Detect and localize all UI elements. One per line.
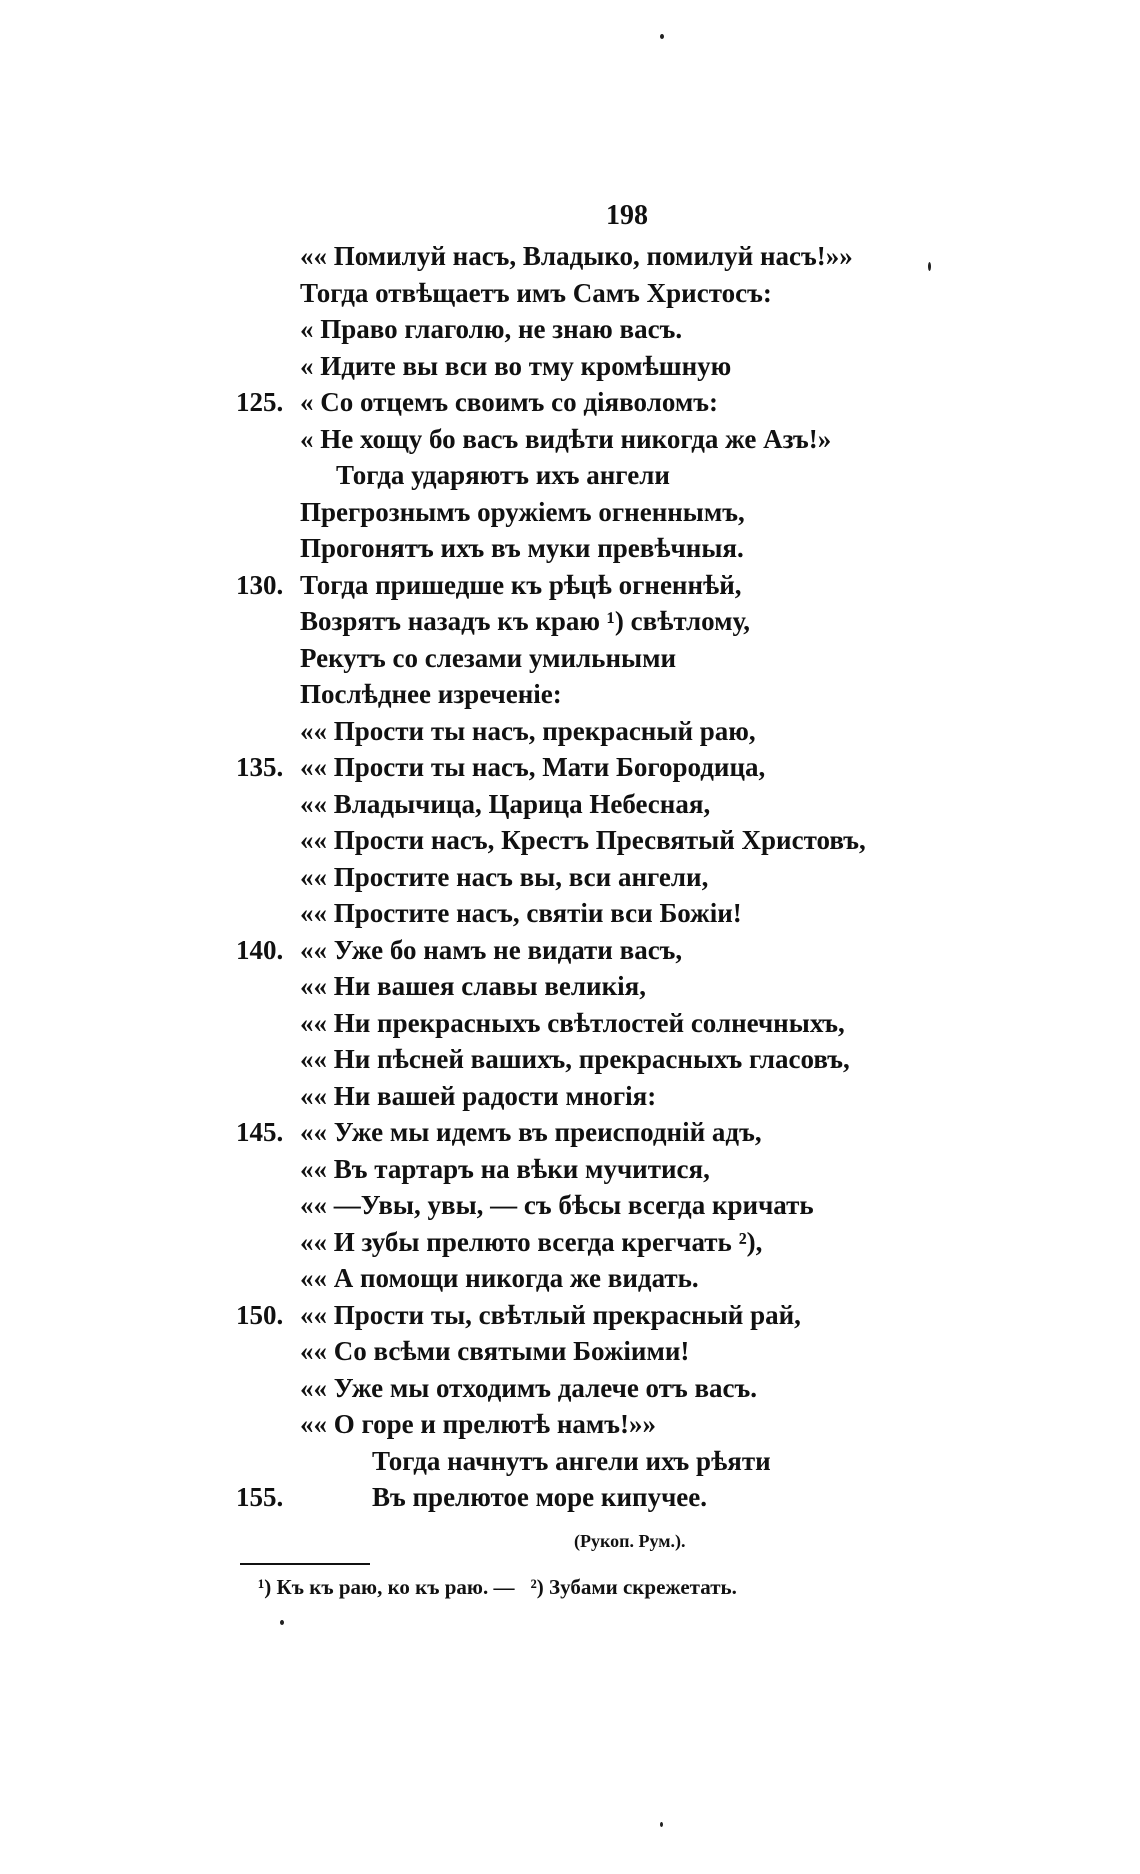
verse-line bbox=[0, 421, 1140, 458]
verse-text: «« —Увы, увы, — съ бѣсы всегда кричать bbox=[300, 1190, 814, 1220]
verse-text: Тогда пришедше къ рѣцѣ огненнѣй, bbox=[300, 569, 742, 600]
verse-text: «« А помощи никогда же видать. bbox=[300, 1263, 699, 1293]
verse-text: Тогда отвѣщаетъ имъ Самъ Христосъ: bbox=[300, 277, 772, 308]
verse-line bbox=[0, 1406, 1140, 1443]
verse-line bbox=[0, 567, 1140, 604]
verse-text: Послѣднее изреченіе: bbox=[300, 679, 562, 709]
verse-text: Прегрознымъ оружіемъ огненнымъ, bbox=[300, 496, 745, 527]
line-number: 135. bbox=[236, 752, 284, 782]
verse-line bbox=[0, 1151, 1140, 1188]
page-number: 198 bbox=[606, 200, 648, 231]
verse-line bbox=[0, 713, 1140, 750]
verse-line bbox=[0, 1224, 1140, 1261]
line-number: 125. bbox=[236, 387, 284, 417]
verse-line bbox=[0, 457, 1140, 494]
verse-line bbox=[0, 1005, 1140, 1042]
verse-line bbox=[0, 1443, 1140, 1480]
verse-text: «« Въ тартаръ на вѣки мучитися, bbox=[300, 1153, 710, 1184]
verse-text: Въ прелютое море кипучее. bbox=[372, 1482, 708, 1512]
verse-text: «« О горе и прелютѣ намъ!»» bbox=[300, 1409, 657, 1439]
verse-text: « Со отцемъ своимъ со діяволомъ: bbox=[300, 387, 718, 417]
verse-line bbox=[0, 1187, 1140, 1224]
line-number: 145. bbox=[236, 1117, 284, 1147]
footnote-2: ²) Зубами скрежетать. bbox=[530, 1575, 737, 1599]
verse-line bbox=[0, 749, 1140, 786]
verse-text: «« Ни вашей радости многія: bbox=[300, 1080, 657, 1111]
verse-line bbox=[0, 530, 1140, 567]
verse-text: «« Ни пѣсней вашихъ, прекрасныхъ гласовъ, bbox=[300, 1044, 850, 1074]
verse-text: Тогда начнутъ ангели ихъ рѣяти bbox=[372, 1445, 771, 1476]
verse-text: Прогонятъ ихъ въ муки превѣчныя. bbox=[300, 533, 744, 563]
poem-verses bbox=[0, 238, 1140, 1516]
verse-text: «« Уже бо намъ не видати васъ, bbox=[300, 934, 683, 965]
verse-line bbox=[0, 1370, 1140, 1407]
footnotes bbox=[258, 1575, 737, 1600]
verse-text: «« Помилуй насъ, Владыко, помилуй насъ!»» bbox=[300, 241, 853, 271]
verse-line bbox=[0, 384, 1140, 421]
verse-line bbox=[0, 1041, 1140, 1078]
verse-text: «« Прости ты насъ, Мати Богородица, bbox=[300, 752, 766, 782]
verse-line bbox=[0, 1114, 1140, 1151]
verse-text: «« Прости ты насъ, прекрасный раю, bbox=[300, 715, 756, 746]
verse-line bbox=[0, 1479, 1140, 1516]
verse-text: «« Уже мы идемъ въ преисподній адъ, bbox=[300, 1117, 762, 1147]
verse-line bbox=[0, 676, 1140, 713]
verse-line bbox=[0, 895, 1140, 932]
verse-text: «« Уже мы отходимъ далече отъ васъ. bbox=[300, 1372, 758, 1403]
verse-text: «« Ни прекрасныхъ свѣтлостей солнечныхъ, bbox=[300, 1007, 845, 1038]
verse-text: « Право глаголю, не знаю васъ. bbox=[300, 314, 683, 344]
line-number: 130. bbox=[236, 569, 284, 600]
scan-speck bbox=[928, 262, 931, 271]
line-number: 150. bbox=[236, 1299, 284, 1330]
line-number: 140. bbox=[236, 934, 284, 965]
verse-line bbox=[0, 275, 1140, 312]
verse-text: Тогда ударяютъ ихъ ангели bbox=[336, 460, 670, 490]
line-number: 155. bbox=[236, 1482, 284, 1512]
verse-text: «« И зубы прелюто всегда крегчать ²), bbox=[300, 1226, 763, 1257]
verse-line bbox=[0, 494, 1140, 531]
verse-line bbox=[0, 348, 1140, 385]
verse-line bbox=[0, 932, 1140, 969]
verse-text: «« Ни вашея славы великія, bbox=[300, 971, 647, 1001]
verse-text: «« Простите насъ, святіи вси Божіи! bbox=[300, 898, 742, 928]
verse-line bbox=[0, 1333, 1140, 1370]
verse-line bbox=[0, 1078, 1140, 1115]
source-note: (Рукоп. Рум.). bbox=[574, 1531, 686, 1551]
verse-line bbox=[0, 968, 1140, 1005]
verse-line bbox=[0, 238, 1140, 275]
verse-line bbox=[0, 1260, 1140, 1297]
verse-line bbox=[0, 603, 1140, 640]
verse-text: «« Владычица, Царица Небесная, bbox=[300, 788, 711, 819]
scan-speck bbox=[660, 1822, 663, 1827]
scan-speck bbox=[660, 34, 664, 39]
verse-text: «« Прости ты, свѣтлый прекрасный рай, bbox=[300, 1299, 801, 1330]
verse-line bbox=[0, 822, 1140, 859]
footnote-1: ¹) Къ къ раю, ко къ раю. — bbox=[258, 1575, 515, 1599]
verse-text: « Не хощу бо васъ видѣти никогда же Азъ!» bbox=[300, 423, 832, 454]
verse-text: Возрятъ назадъ къ краю ¹) свѣтлому, bbox=[300, 606, 751, 636]
verse-line bbox=[0, 640, 1140, 677]
verse-text: « Идите вы вси во тму кромѣшную bbox=[300, 350, 732, 381]
verse-line bbox=[0, 786, 1140, 823]
footnote-rule bbox=[240, 1563, 370, 1565]
verse-text: Рекутъ со слезами умильными bbox=[300, 642, 677, 673]
verse-text: «« Со всѣми святыми Божіими! bbox=[300, 1336, 690, 1366]
verse-text: «« Прости насъ, Крестъ Пресвятый Христовъ, bbox=[300, 825, 866, 855]
verse-text: «« Простите насъ вы, вси ангели, bbox=[300, 861, 709, 892]
verse-line bbox=[0, 1297, 1140, 1334]
scan-speck bbox=[280, 1620, 284, 1625]
verse-line bbox=[0, 311, 1140, 348]
verse-line bbox=[0, 859, 1140, 896]
